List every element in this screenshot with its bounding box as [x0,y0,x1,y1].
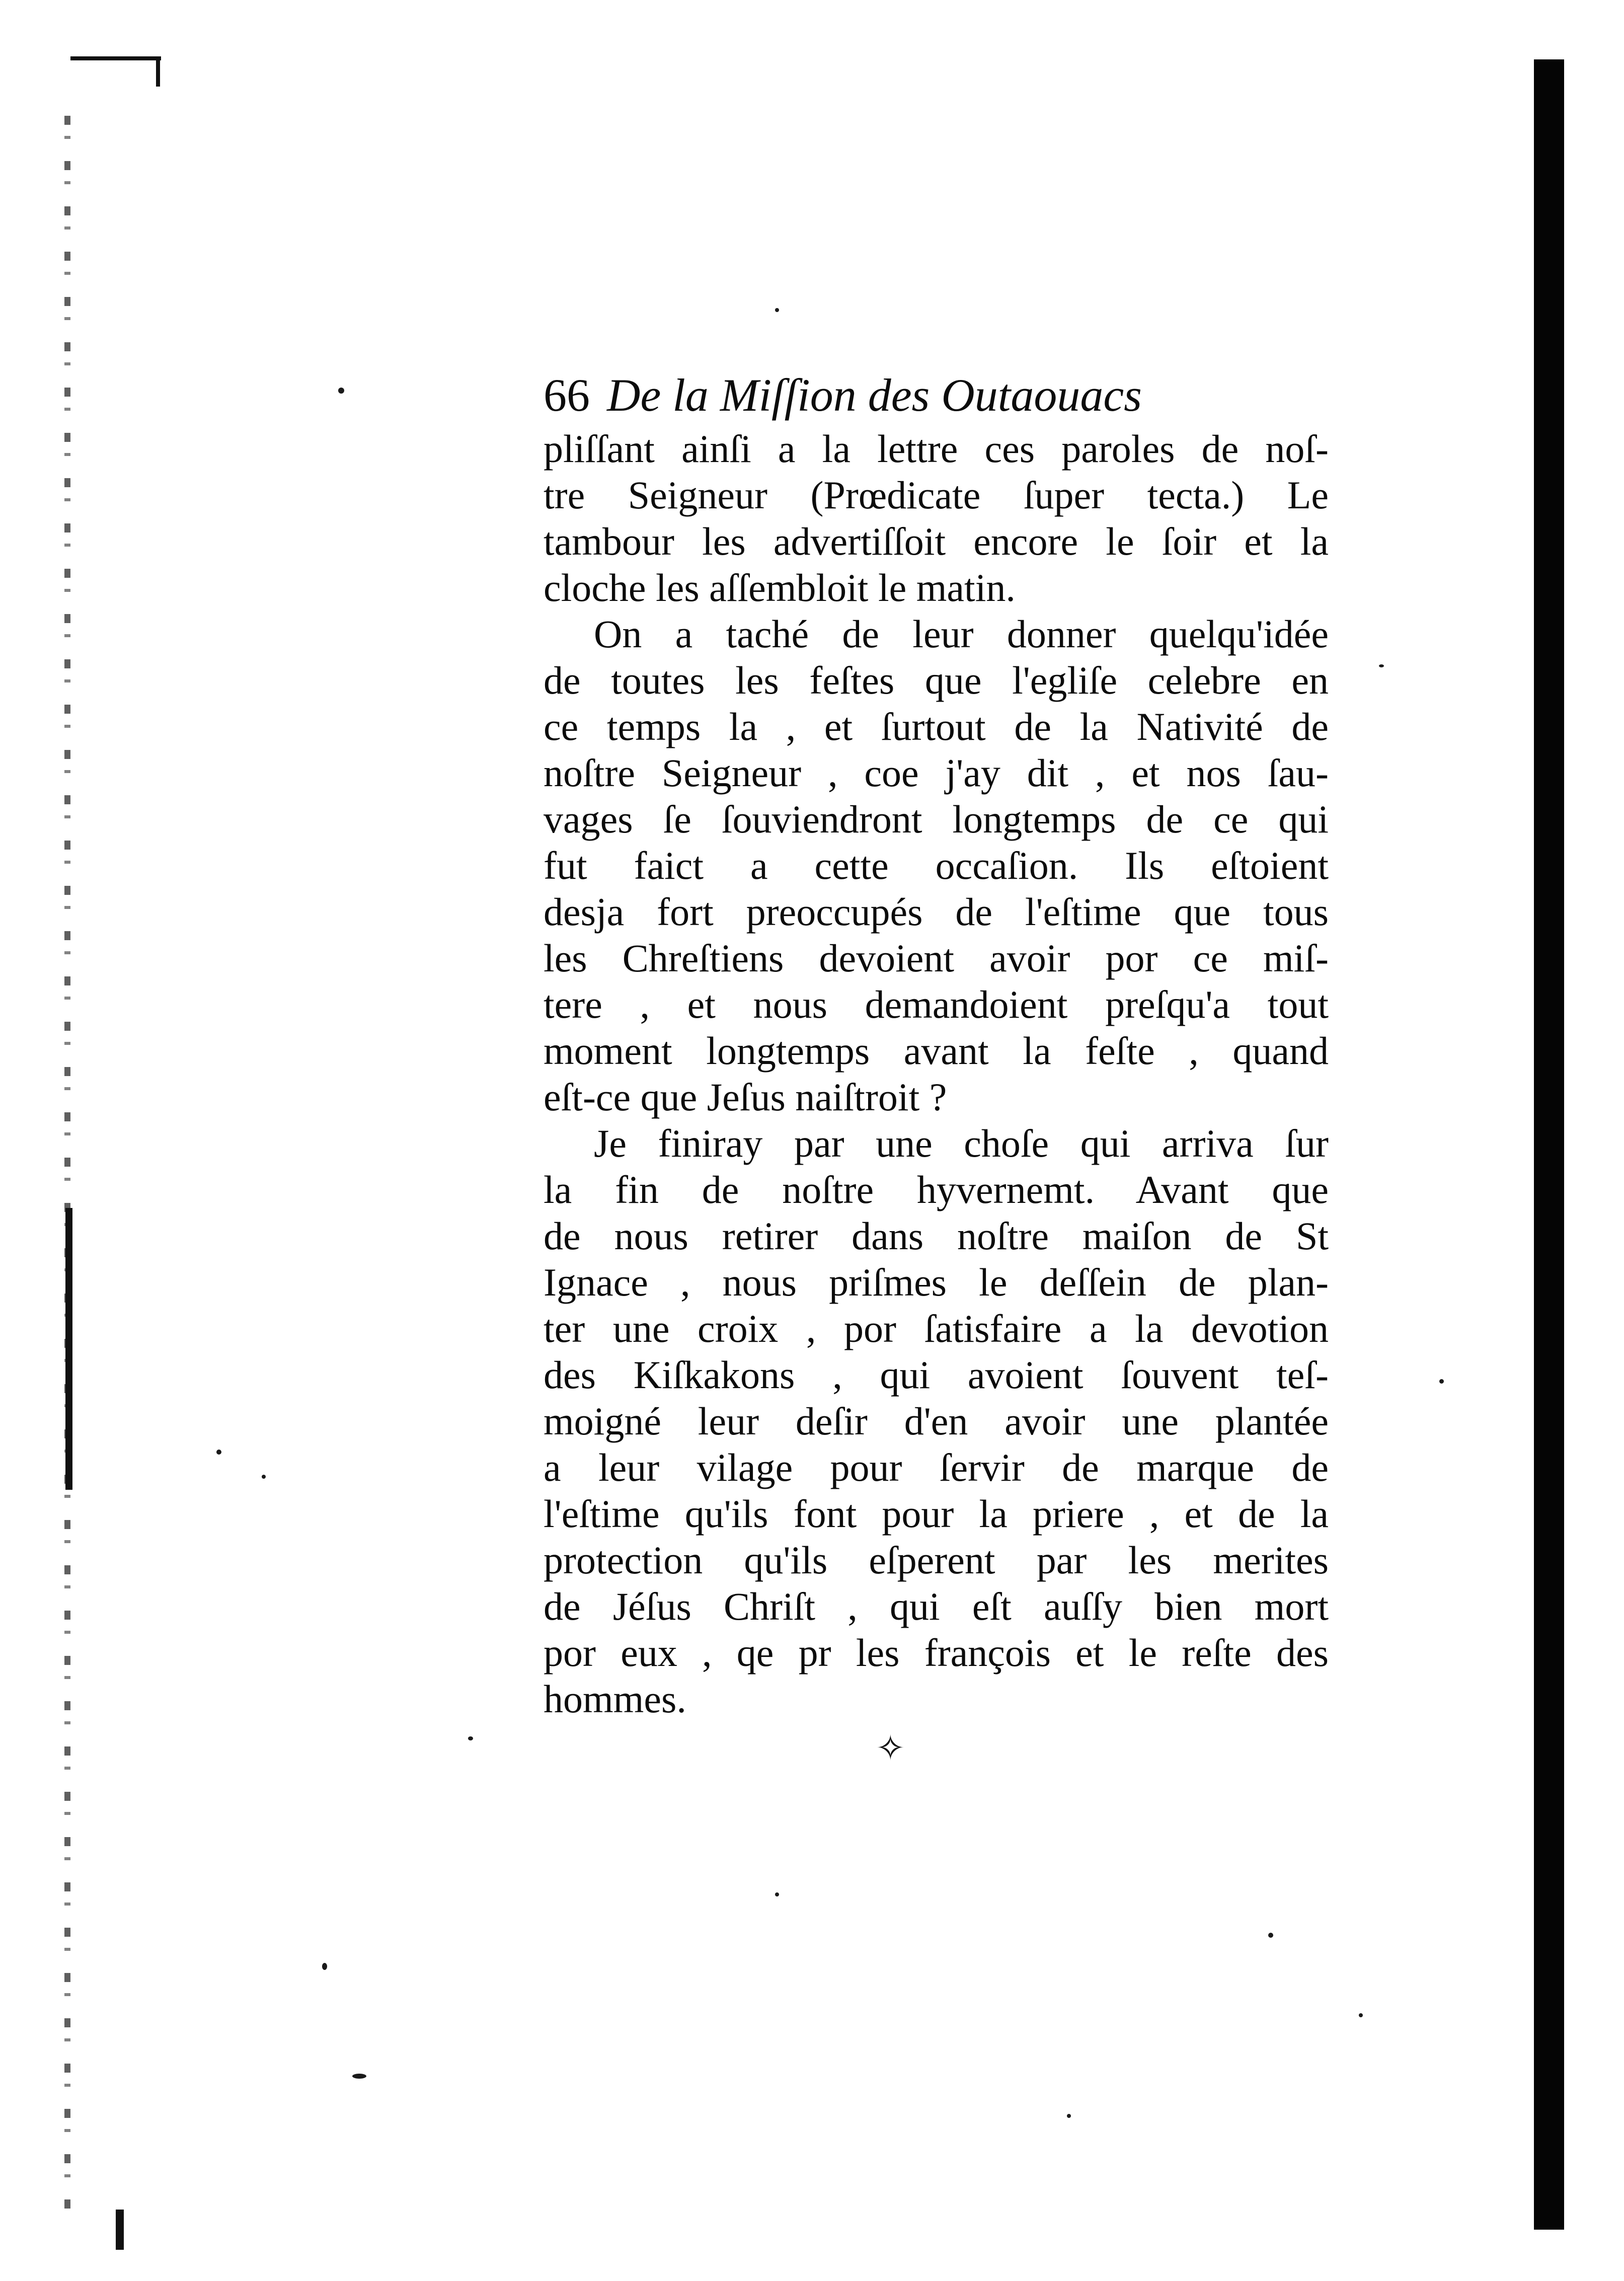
text-line: por eux , qe pr les françois et le reſte des [544,1631,1329,1675]
text-line: eſt-ce que Jeſus naiſtroit ? [544,1075,947,1119]
running-head-title: De la Miſſion des Outaouacs [607,369,1142,421]
speck [322,1963,327,1970]
corner-mark-vertical [156,56,160,87]
text-line: hommes. [544,1677,686,1721]
text-line: noſtre Seigneur , coe j'ay dit , et nos ſau- [544,751,1329,795]
speck [1268,1933,1273,1938]
corner-mark [70,56,161,60]
speck [1379,664,1384,667]
speck [1359,2013,1363,2017]
text-line: Ignace , nous priſmes le deſſein de plan- [544,1260,1329,1304]
text-line: vages ſe ſouviendront longtemps de ce qui [544,797,1329,841]
speck [775,308,779,312]
left-scan-edge-dark [65,1208,72,1490]
text-block [544,367,1329,1722]
text-line: On a taché de leur donner quelqu'idée [594,612,1329,656]
text-line: moigné leur deſir d'en avoir une plantée [544,1399,1329,1443]
running-head [544,367,1329,423]
text-line: tambour les advertiſſoit encore le ſoir et la [544,519,1329,563]
text-line: de nous retirer dans noſtre maiſon de St [544,1214,1329,1258]
text-line: desja fort preoccupés de l'eſtime que tous [544,890,1329,934]
text-line: l'eſtime qu'ils font pour la priere , et de la [544,1492,1329,1536]
text-line: de toutes les feſtes que l'egliſe celebre en [544,658,1329,702]
text-line: tere , et nous demandoient preſqu'a tout [544,982,1329,1026]
body-text [544,426,1329,1722]
speck [775,1892,779,1896]
end-ornament-icon: ✧ [876,1729,905,1768]
speck [1439,1379,1444,1384]
text-line: les Chreſtiens devoient avoir por ce miſ- [544,936,1329,980]
bottom-left-mark [116,2210,124,2250]
speck [216,1450,221,1455]
text-line: Je finiray par une choſe qui arriva ſur [594,1121,1329,1165]
text-line: ter une croix , por ſatisfaire a la devotion [544,1307,1329,1350]
text-line: fut faict a cette occaſion. Ils eſtoient [544,844,1329,887]
binding-shadow-bar [1534,59,1564,2230]
text-line: protection qu'ils eſperent par les merites [544,1538,1329,1582]
text-line: des Kiſkakons , qui avoient ſouvent teſ- [544,1353,1329,1397]
left-scan-edge [64,116,70,2215]
text-line: moment longtemps avant la feſte , quand [544,1029,1329,1073]
text-line: la fin de noſtre hyvernemt. Avant que [544,1168,1329,1211]
speck [262,1475,266,1479]
text-line: pliſſant ainſi a la lettre ces paroles de noſ- [544,427,1329,471]
speck [352,2074,366,2079]
speck [338,388,344,394]
speck [468,1736,473,1740]
speck [1067,2114,1071,2118]
page-number: 66 [544,369,590,421]
text-line: a leur vilage pour ſervir de marque de [544,1446,1329,1489]
text-line: ce temps la , et ſurtout de la Nativité de [544,705,1329,748]
text-line: de Jéſus Chriſt , qui eſt auſſy bien mort [544,1584,1329,1628]
text-line: tre Seigneur (Prœdicate ſuper tecta.) Le [544,473,1329,517]
text-line: cloche les aſſembloit le matin. [544,566,1016,610]
